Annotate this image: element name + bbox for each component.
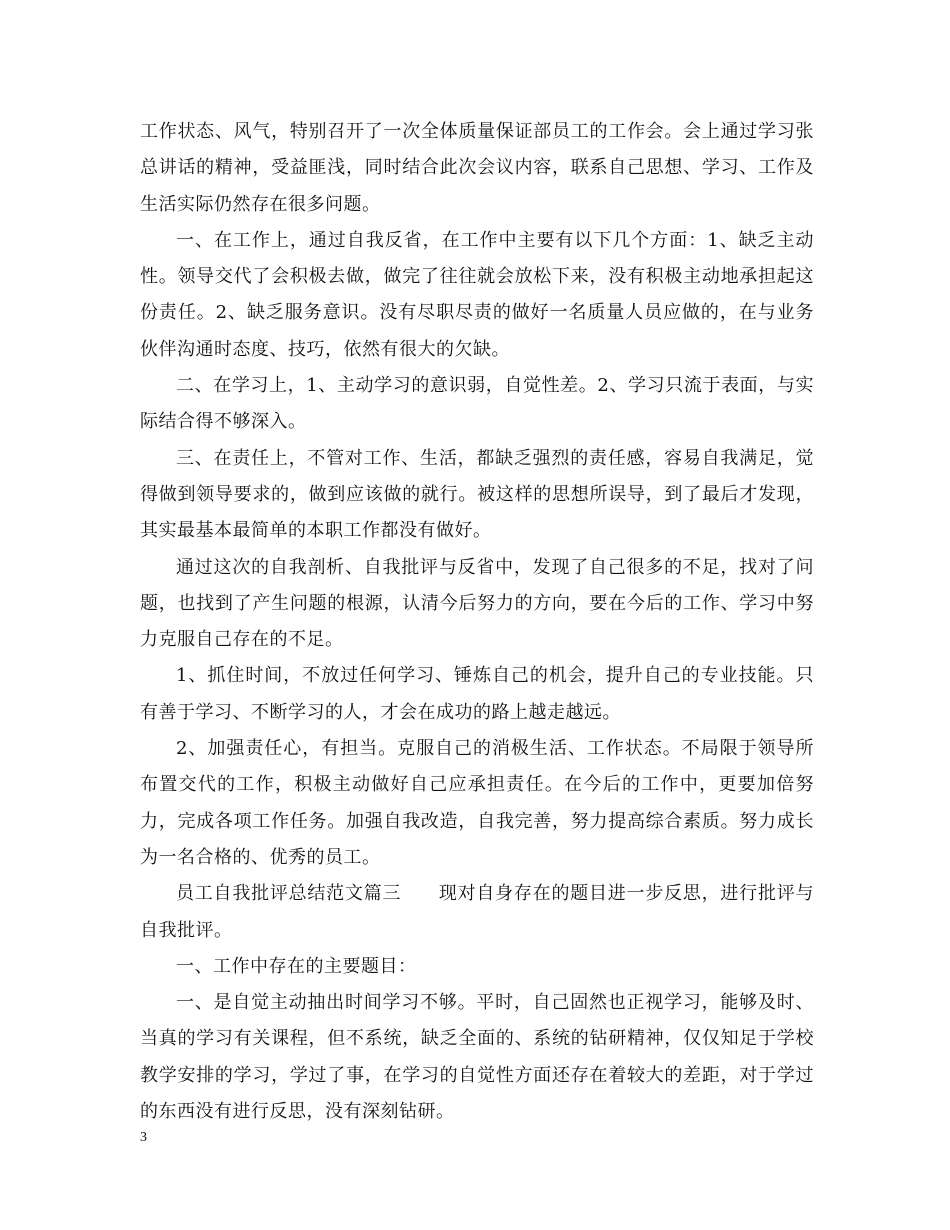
paragraph-issue-study: 一、是自觉主动抽出时间学习不够。平时，自己固然也正视学习，能够及时、当真的学习有关课程，但不系统，缺乏全面的、系统的钻研精神，仅仅知足于学校教学安排的学习，学过了事，在学习的自觉性方面还存在着较大的差距，对于学过的东西没有进行反思，没有深刻钻研。 [140,992,814,1123]
paragraph-study-reflection: 二、在学习上，1、主动学习的意识弱，自觉性差。2、学习只流于表面，与实际结合得不够深入。 [140,375,814,433]
page-number: 3 [140,1130,147,1145]
paragraph-improvement-1: 1、抓住时间，不放过任何学习、锤炼自己的机会，提升自己的专业技能。只有善于学习、不断学习的人，才会在成功的路上越走越远。 [140,665,814,723]
paragraph-improvement-2: 2、加强责任心，有担当。克服自己的消极生活、工作状态。不局限于领导所布置交代的工作，积极主动做好自己应承担责任。在今后的工作中，更要加倍努力，完成各项工作任务。加强自我改造，自我完善，努力提高综合素质。努力成长为一名合格的、优秀的员工。 [140,738,814,868]
paragraph-work-reflection: 一、在工作上，通过自我反省，在工作中主要有以下几个方面：1、缺乏主动性。领导交代了会积极去做，做完了往往就会放松下来，没有积极主动地承担起这份责任。2、缺乏服务意识。没有尽职尽责的做好一名质量人员应做的，在与业务伙伴沟通时态度、技巧，依然有很大的欠缺。 [140,229,814,360]
paragraph-article-three-intro: 员工自我批评总结范文篇三 现对自身存在的题目进一步反思，进行批评与自我批评。 [140,883,814,941]
document-body [140,114,814,1130]
section-heading-main-issues: 一、工作中存在的主要题目： [176,955,417,977]
paragraph-continuation: 工作状态、风气，特别召开了一次全体质量保证部员工的工作会。会上通过学习张总讲话的精神，受益匪浅，同时结合此次会议内容，联系自己思想、学习、工作及生活实际仍然存在很多问题。 [140,121,814,215]
paragraph-self-analysis: 通过这次的自我剖析、自我批评与反省中，发现了自己很多的不足，找对了问题，也找到了产生问题的根源，认清今后努力的方向，要在今后的工作、学习中努力克服自己存在的不足。 [140,556,814,651]
paragraph-responsibility-reflection: 三、在责任上，不管对工作、生活，都缺乏强烈的责任感，容易自我满足，觉得做到领导要求的，做到应该做的就行。被这样的思想所误导，到了最后才发现，其实最基本最简单的本职工作都没有做好。 [140,447,814,542]
